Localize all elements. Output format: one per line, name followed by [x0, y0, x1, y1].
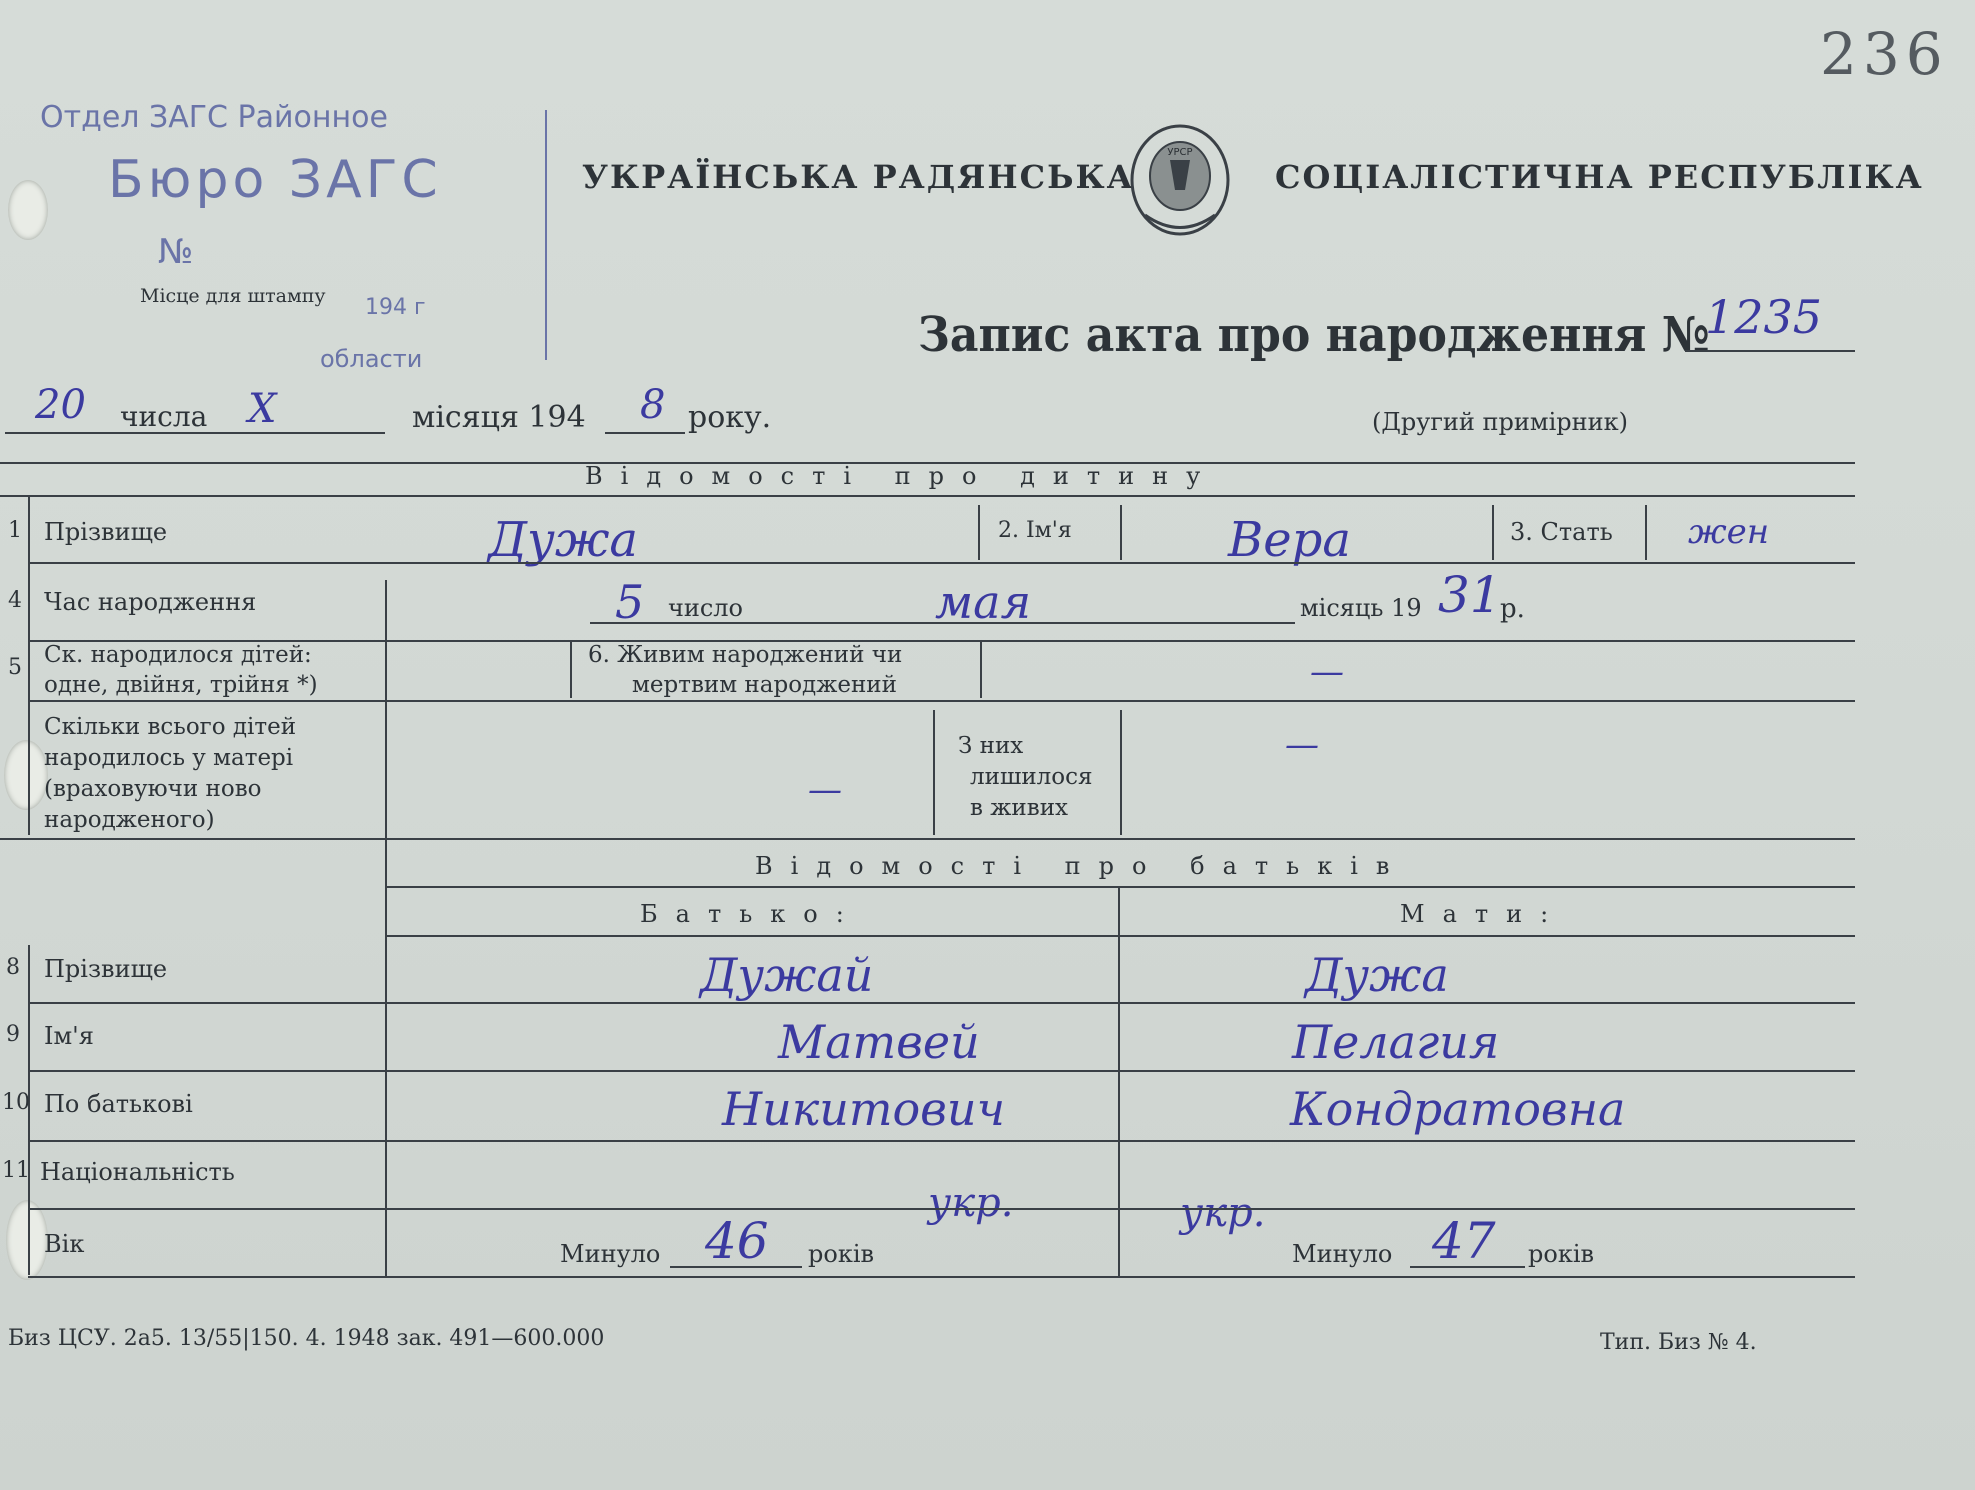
rule	[28, 700, 1855, 702]
header-left: УКРАЇНСЬКА РАДЯНСЬКА	[582, 158, 1135, 196]
emblem-icon	[1125, 120, 1235, 240]
row-number: 10	[2, 1090, 30, 1115]
mother-patronymic: Кондратовна	[1290, 1082, 1626, 1136]
copy-label: (Другий примірник)	[1372, 408, 1628, 436]
mother-age-past-label: Минуло	[1292, 1240, 1393, 1268]
child-sex: жен	[1688, 512, 1770, 552]
total-children-label-2: народилось у матері	[44, 745, 294, 771]
father-name: Матвей	[778, 1015, 980, 1069]
rule	[28, 562, 1855, 564]
rule	[28, 495, 30, 835]
mother-surname: Дужа	[1305, 948, 1449, 1002]
registration-month-label: місяця 194	[412, 400, 586, 435]
rule	[590, 622, 1295, 624]
rule	[385, 580, 387, 840]
child-surname: Дужа	[488, 512, 639, 568]
rule	[1118, 886, 1120, 1278]
record-number: 1235	[1705, 290, 1823, 344]
date-underline	[5, 432, 385, 434]
alive-born-label-2: мертвим народжений	[632, 672, 897, 698]
total-children-label-1: Скільки всього дітей	[44, 714, 297, 740]
parent-nationality-label: Національність	[40, 1158, 235, 1186]
father-age-years-label: років	[808, 1240, 874, 1268]
parent-name-label: Ім'я	[44, 1022, 94, 1050]
alive-label-3: в живих	[970, 795, 1068, 821]
birth-month: мая	[935, 575, 1032, 629]
rule	[28, 1208, 1855, 1210]
rule	[978, 505, 980, 560]
stamp-border	[545, 110, 547, 360]
record-number-underline	[1685, 350, 1855, 352]
rule	[933, 710, 935, 835]
rule	[0, 838, 1855, 840]
row-number: 1	[8, 518, 22, 543]
record-title: Запис акта про народження №	[918, 307, 1710, 363]
stamp-year: 194 г	[365, 295, 426, 320]
mother-age-years-label: років	[1528, 1240, 1594, 1268]
stamp-line2: Бюро ЗАГС	[108, 150, 442, 210]
father-nationality: укр.	[928, 1180, 1014, 1226]
rule	[1410, 1266, 1525, 1268]
svg-text:УРСР: УРСР	[1167, 147, 1193, 158]
rule	[385, 935, 1855, 937]
alive-label-1: З них	[958, 733, 1024, 759]
archive-number: 236	[1820, 20, 1949, 88]
father-surname: Дужай	[700, 948, 874, 1002]
row-number: 8	[6, 955, 20, 980]
row-number: 4	[8, 588, 22, 613]
rule	[28, 1070, 1855, 1072]
rule	[28, 1140, 1855, 1142]
registration-year-label: року.	[688, 400, 772, 435]
total-children-label-3: (враховуючи ново	[44, 776, 262, 802]
rule	[0, 495, 1855, 497]
rule	[980, 640, 982, 698]
mother-name: Пелагия	[1292, 1015, 1500, 1069]
row-number: 9	[6, 1022, 20, 1047]
stamp-region: области	[320, 345, 423, 373]
stamp-line1: Отдел ЗАГС Районное	[40, 100, 388, 135]
child-name: Вера	[1228, 512, 1352, 568]
father-header: Батько:	[640, 900, 862, 928]
parents-section-title: Відомості про батьків	[755, 852, 1408, 880]
total-children-label-4: народженого)	[44, 807, 215, 833]
rule	[570, 640, 572, 698]
registration-year: 8	[640, 382, 666, 428]
binding-hole	[6, 1200, 48, 1280]
footer-left: Биз ЦСУ. 2а5. 13/55|150. 4. 1948 зак. 491—600.000	[8, 1326, 605, 1351]
date-underline	[605, 432, 685, 434]
header-right: СОЦІАЛІСТИЧНА РЕСПУБЛІКА	[1275, 158, 1924, 196]
child-surname-label: Прізвище	[44, 518, 168, 546]
child-section-title: Відомості про дитину	[585, 462, 1219, 490]
rule	[28, 1002, 1855, 1004]
registration-day-label: числа	[120, 400, 208, 433]
rule	[1492, 505, 1494, 560]
binding-hole	[4, 740, 48, 810]
rule	[1120, 505, 1122, 560]
mother-age: 47	[1432, 1212, 1496, 1270]
child-name-label: 2. Ім'я	[998, 518, 1072, 543]
alive-value: —	[1285, 725, 1319, 765]
rule	[28, 1276, 1855, 1278]
row-number: 5	[8, 655, 22, 680]
parent-surname-label: Прізвище	[44, 955, 168, 983]
father-age: 46	[705, 1212, 769, 1270]
registration-month: X	[248, 386, 277, 432]
rule	[385, 886, 1855, 888]
alive-born-label-1: 6. Живим народжений чи	[588, 642, 903, 668]
birth-year-label: р.	[1500, 594, 1525, 624]
registration-day: 20	[35, 382, 86, 428]
birth-day: 5	[615, 575, 645, 629]
parent-patronymic-label: По батькові	[44, 1090, 193, 1118]
mother-header: Мати:	[1400, 900, 1567, 928]
birth-month-label: місяць 19	[1300, 594, 1422, 622]
children-born-label-2: одне, двійня, трійня *)	[44, 672, 318, 698]
birth-year: 31	[1438, 566, 1502, 624]
child-sex-label: 3. Стать	[1510, 518, 1613, 546]
alive-born-value: —	[1310, 652, 1344, 692]
rule	[1645, 505, 1647, 560]
row-number: 11	[2, 1158, 30, 1183]
father-patronymic: Никитович	[722, 1082, 1006, 1136]
birth-time-label: Час народження	[44, 588, 257, 616]
birth-day-label: число	[668, 594, 743, 622]
stamp-place-label: Місце для штампу	[140, 285, 326, 307]
stamp-line3: №	[158, 232, 194, 272]
rule	[670, 1266, 802, 1268]
father-age-past-label: Минуло	[560, 1240, 661, 1268]
total-children-value: —	[808, 770, 842, 810]
mother-nationality: укр.	[1180, 1190, 1266, 1236]
binding-hole	[8, 180, 48, 240]
alive-label-2: лишилося	[970, 764, 1093, 790]
parent-age-label: Вік	[44, 1230, 85, 1258]
rule	[385, 838, 387, 1278]
children-born-label-1: Ск. народилося дітей:	[44, 642, 312, 668]
rule	[1120, 710, 1122, 835]
footer-right: Тип. Биз № 4.	[1600, 1330, 1757, 1355]
